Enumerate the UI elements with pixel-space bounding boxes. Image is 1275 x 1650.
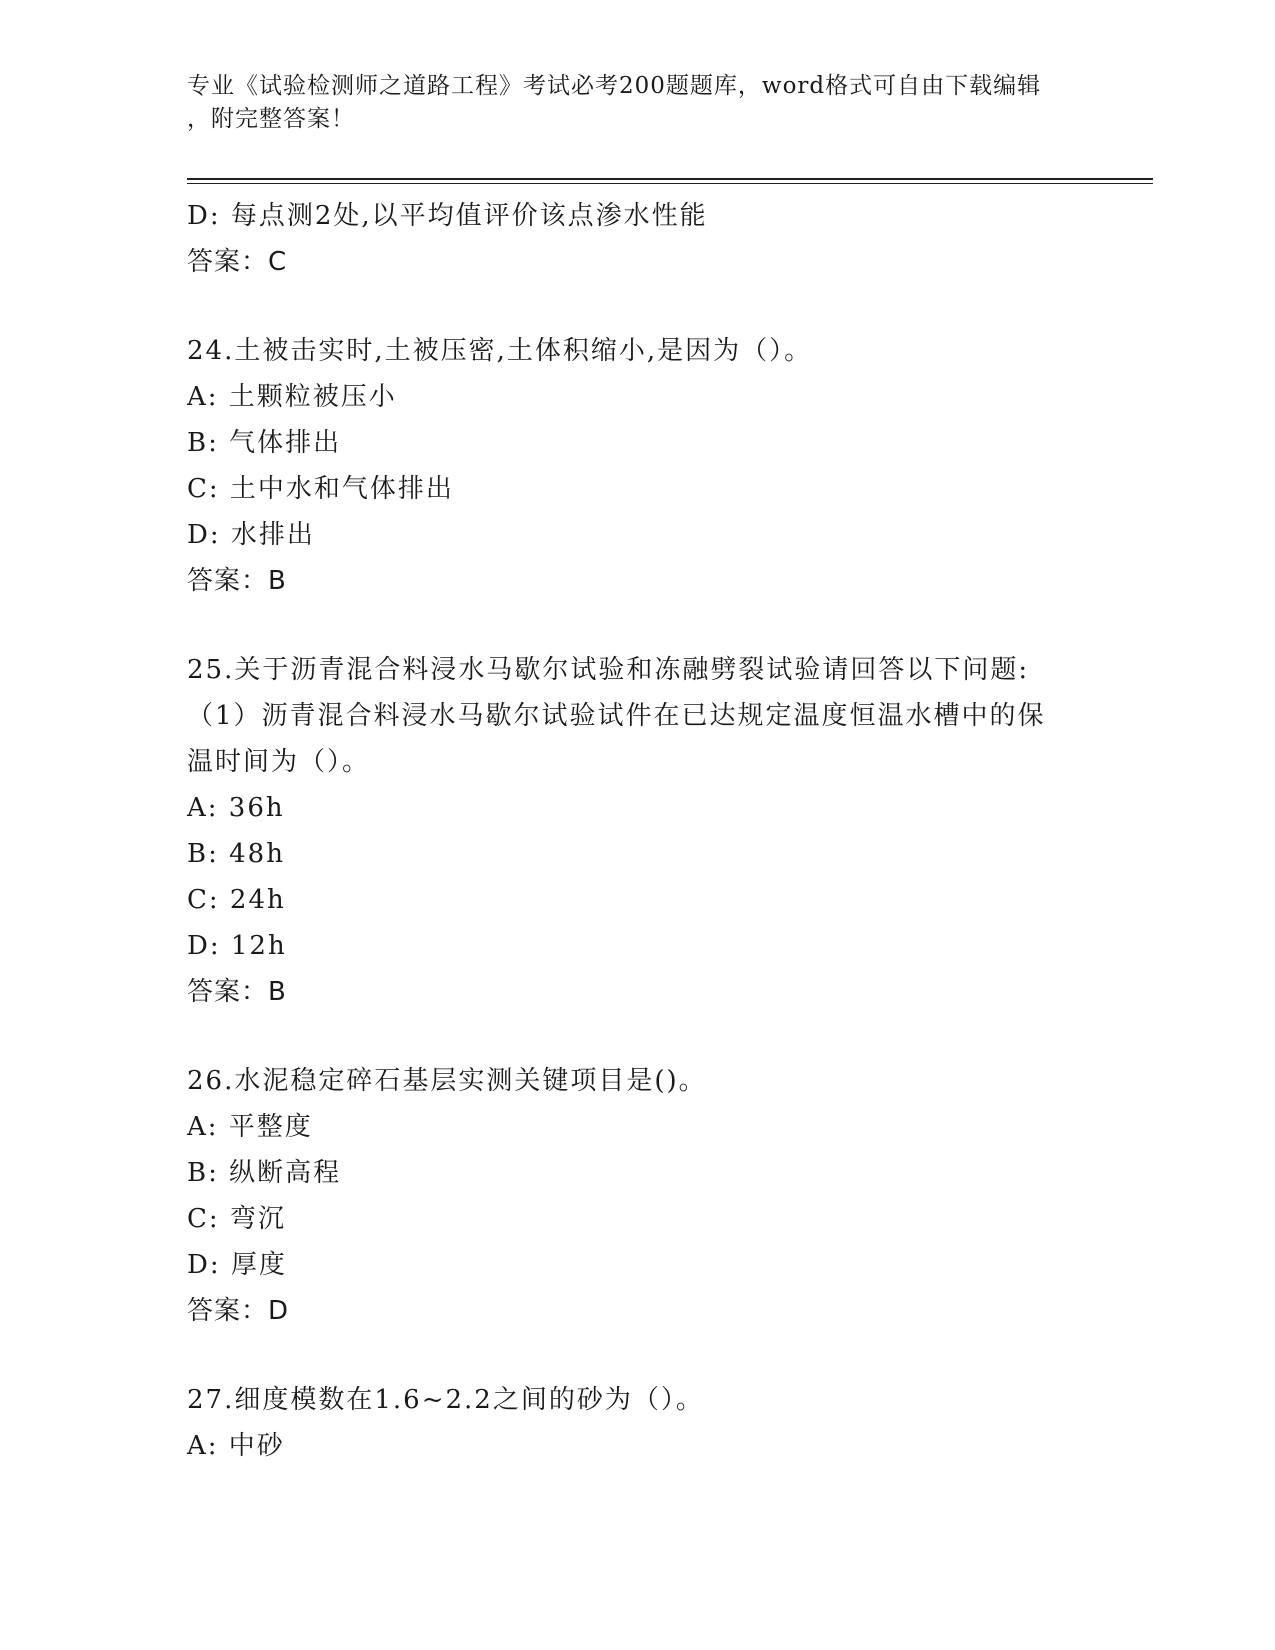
header-title-line-1: 专业《试验检测师之道路工程》考试必考200题题库，word格式可自由下载编辑 <box>187 73 1042 99</box>
question-stem: 26.水泥稳定碎石基层实测关键项目是()。 <box>187 1066 707 1096</box>
option-a: A: 土颗粒被压小 <box>187 382 397 412</box>
option-d: D: 厚度 <box>187 1250 287 1280</box>
document-header <box>187 70 1087 136</box>
answer-line: 答案：B <box>187 566 287 596</box>
option-b: B: 气体排出 <box>187 428 342 458</box>
answer-line: 答案：B <box>187 977 287 1007</box>
header-divider-thick <box>187 178 1153 180</box>
option-a: A: 36h <box>187 793 285 823</box>
option-d: D: 水排出 <box>187 520 315 550</box>
option-a: A: 平整度 <box>187 1112 313 1142</box>
option-d: D: 12h <box>187 931 287 961</box>
option-c: C: 24h <box>187 885 286 915</box>
question-stem-continued: （1）沥青混合料浸水马歇尔试验试件在已达规定温度恒温水槽中的保 <box>187 701 1046 731</box>
question-block-26 <box>187 1058 1087 1334</box>
header-divider-thin <box>187 183 1153 184</box>
option-b: B: 48h <box>187 839 285 869</box>
question-stem-continued: 温时间为（）。 <box>187 747 371 777</box>
header-title-line-2: ，附完整答案！ <box>187 106 355 132</box>
option-c: C: 土中水和气体排出 <box>187 474 454 504</box>
question-stem: 24.土被击实时,土被压密,土体积缩小,是因为（）。 <box>187 336 813 366</box>
option-c: C: 弯沉 <box>187 1204 286 1234</box>
question-block-25 <box>187 647 1087 1015</box>
question-block-27 <box>187 1377 1087 1469</box>
question-stem: 25.关于沥青混合料浸水马歇尔试验和冻融劈裂试验请回答以下问题: <box>187 655 1030 685</box>
option-b: B: 纵断高程 <box>187 1158 342 1188</box>
question-stem: 27.细度模数在1.6~2.2之间的砂为（）。 <box>187 1385 704 1415</box>
option-d: D: 每点测2处,以平均值评价该点渗水性能 <box>187 201 708 231</box>
question-block-24 <box>187 328 1087 604</box>
answer-line: 答案：C <box>187 247 288 277</box>
question-list <box>187 193 1087 1469</box>
option-a: A: 中砂 <box>187 1431 285 1461</box>
question-block-23 <box>187 193 1087 285</box>
answer-line: 答案：D <box>187 1296 290 1326</box>
